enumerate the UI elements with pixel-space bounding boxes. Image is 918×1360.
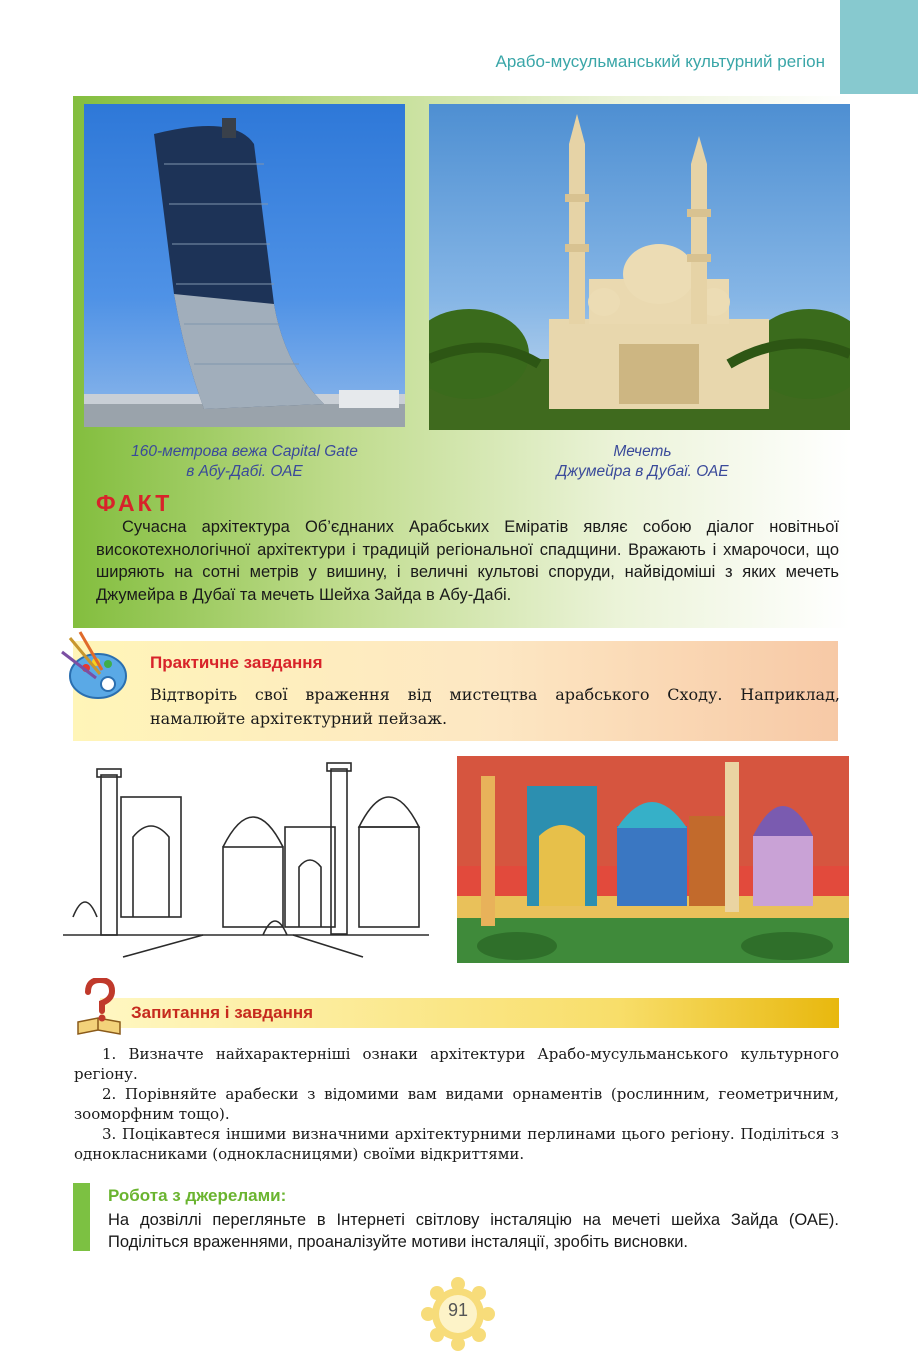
caption-line: Джумейра в Дубаї. ОАЕ [556,463,729,480]
practical-task-title: Практичне завдання [150,653,323,672]
corner-tab [840,0,918,94]
list-item: 2. Порівняйте арабески з відомими вам видами орнаментів (рослинним, геометричним, зооморфним тощо). [74,1085,839,1123]
photo-capital-gate [84,104,405,427]
photo-jumeirah-mosque [429,104,850,430]
running-title: Арабо-мусульманський культурний регіон [495,52,825,71]
fact-title: ФАКТ [96,490,173,516]
list-item: 1. Визначте найхарактерніші ознаки архітектури Арабо-мусульманського культурного регіону. [74,1045,839,1083]
questions-list [74,1044,839,1164]
sources-title: Робота з джерелами: [108,1186,287,1205]
list-item: 3. Поцікавтеся іншими визначними архітектурними перлинами цього регіону. Поділіться з однокласниками (однокласницями) своїми відкриттями. [74,1125,839,1163]
architecture-painting [457,756,849,963]
sources-text: На дозвіллі перегляньте в Інтернеті світлову інсталяцію на мечеті шейха Зайда (ОАЕ). Поділіться враженнями, проаналізуйте мотиви інсталяції, зробіть висновки. [108,1211,839,1251]
page-number: 91 [447,1300,469,1320]
caption-line: в Абу-Дабі. ОАЕ [186,463,303,480]
caption-jumeirah-mosque [450,442,835,482]
caption-line: 160-метрова вежа Capital Gate [131,443,358,460]
palette-icon [56,628,134,706]
sources-accent-bar [73,1183,90,1251]
question-book-icon [74,978,124,1036]
questions-title: Запитання і завдання [131,1003,314,1022]
practical-task-text: Відтворіть свої враження від мистецтва арабського Сходу. Наприклад, намалюйте архітектурний пейзаж. [150,685,840,728]
fact-text: Сучасна архітектура Об’єднаних Арабських Еміратів являє собою діалог новітньої високотехнологічної архітектури і традицій регіональної спадщини. Вражають і хмарочоси, що ширяють на сотні метрів у вишину, і величні культові споруди, найвідоміші з яких мечеть Джумейра в Дубаї та мечеть Шейха Зайда в Абу-Дабі. [96,518,839,604]
architecture-sketch [63,757,429,963]
caption-line: Мечеть [613,443,672,460]
caption-capital-gate [84,442,405,482]
